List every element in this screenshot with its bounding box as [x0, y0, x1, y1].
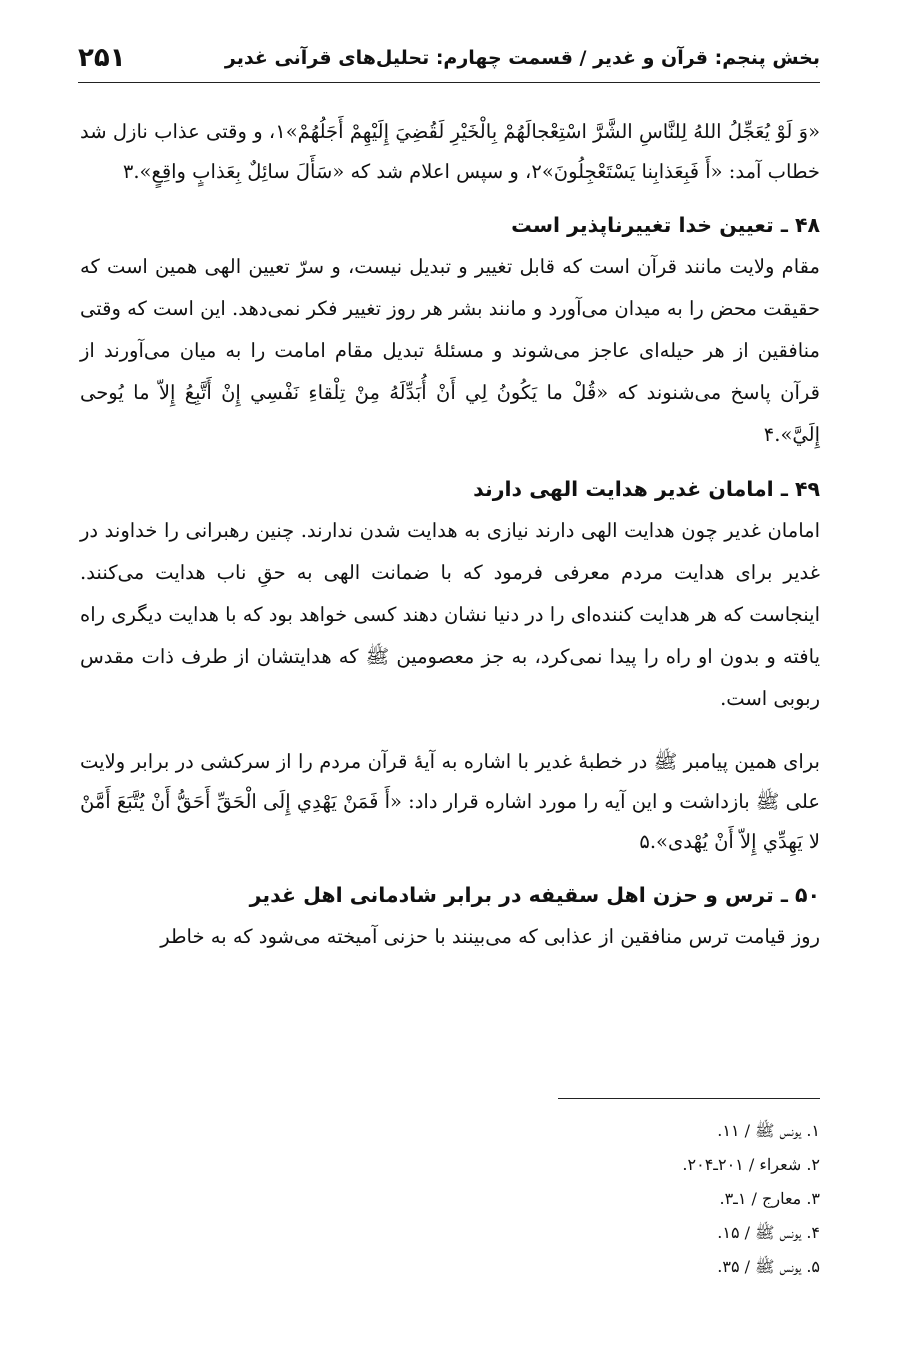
- page-header: [78, 34, 820, 83]
- section-50-paragraph: روز قیامت ترس منافقین از عذابی که می‌بینند با حزنی آمیخته می‌شود که به خاطر: [160, 925, 820, 948]
- intro-paragraph: «وَ لَوْ يُعَجِّلُ اللهُ لِلنَّاسِ الشَّرَّ اسْتِعْجالَهُمْ بِالْخَيْرِ لَقُضِيَ إِلَيْهِمْ أَجَلُهُمْ»۱، و وقتی عذاب نازل شد خطاب آمد: «أَ فَبِعَذابِنا يَسْتَعْجِلُونَ»۲، و سپس اعلام شد که «سَأَلَ سائِلٌ بِعَذابٍ واقِعٍ».۳: [80, 120, 820, 183]
- section-heading-49: ۴۹ ـ امامان غدیر هدایت الهی دارند: [473, 477, 820, 501]
- footnote-4: ۴. یونس ﷺ / ۱۵.: [717, 1223, 820, 1242]
- section-49-paragraph-1: امامان غدیر چون هدایت الهی دارند نیازی به هدایت شدن ندارند. چنین رهبرانی را خداوند در غدیر برای هدایت مردم معرفی فرمود که با ضمانت الهی به حقِ ناب هدایت می‌کنند. اینجاست که هر هدایت کننده‌ای را در دنیا نشان دهند کسی خواهد بود که با هدایت دیگری راه یافته و بدون او راه را پیدا نمی‌کرد، به جز معصومین ﷺ که هدایتشان از طرف ذات مقدس ربوبی است.: [80, 519, 820, 710]
- footnote-5: ۵. یونس ﷺ / ۳۵.: [717, 1257, 820, 1276]
- section-heading-50: ۵۰ ـ ترس و حزن اهل سقیفه در برابر شادمانی اهل غدیر: [249, 883, 820, 907]
- main-text: [80, 112, 820, 958]
- footnotes: [320, 1114, 820, 1284]
- footnote-divider: [558, 1098, 820, 1099]
- section-49-paragraph-2: برای همین پیامبر ﷺ در خطبۀ غدیر با اشاره به آیۀ قرآن مردم را از سرکشی در برابر ولایت علی ﷺ بازداشت و این آیه را مورد اشاره قرار داد: «أَ فَمَنْ يَهْدِي إِلَى الْحَقِّ أَحَقُّ أَنْ يُتَّبَعَ أَمَّنْ لا يَهِدِّي إِلاّ أَنْ يُهْدى».۵: [80, 750, 820, 853]
- running-title: بخش پنجم: قرآن و غدیر / قسمت چهارم: تحلیل‌های قرآنی غدیر: [224, 47, 820, 69]
- section-heading-48: ۴۸ ـ تعیین خدا تغییرناپذیر است: [511, 213, 820, 237]
- section-48-paragraph: مقام ولایت مانند قرآن است که قابل تغییر و تبدیل نیست، و سرّ تعیین الهی همین است که حقیقت محض را به میدان می‌آورد و مانند بشر هر روز تغییر فکر نمی‌دهد. این است که وقتی منافقین از هر حیله‌ای عاجز می‌شوند و مسئلۀ تبدیل مقام امامت را به میان می‌آورند از قرآن پاسخ می‌شنوند که «قُلْ ما يَكُونُ لِي أَنْ أُبَدِّلَهُ مِنْ تِلْقاءِ نَفْسِي إِنْ أَتَّبِعُ إِلاّ ما يُوحى إِلَيَّ».۴: [80, 255, 820, 446]
- footnote-1: ۱. یونس ﷺ / ۱۱.: [717, 1121, 820, 1140]
- page-number: ۲۵۱: [78, 43, 126, 73]
- footnote-3: ۳. معارج / ۱ـ۳.: [719, 1189, 820, 1208]
- footnote-2: ۲. شعراء / ۲۰۱ـ۲۰۴.: [682, 1155, 820, 1174]
